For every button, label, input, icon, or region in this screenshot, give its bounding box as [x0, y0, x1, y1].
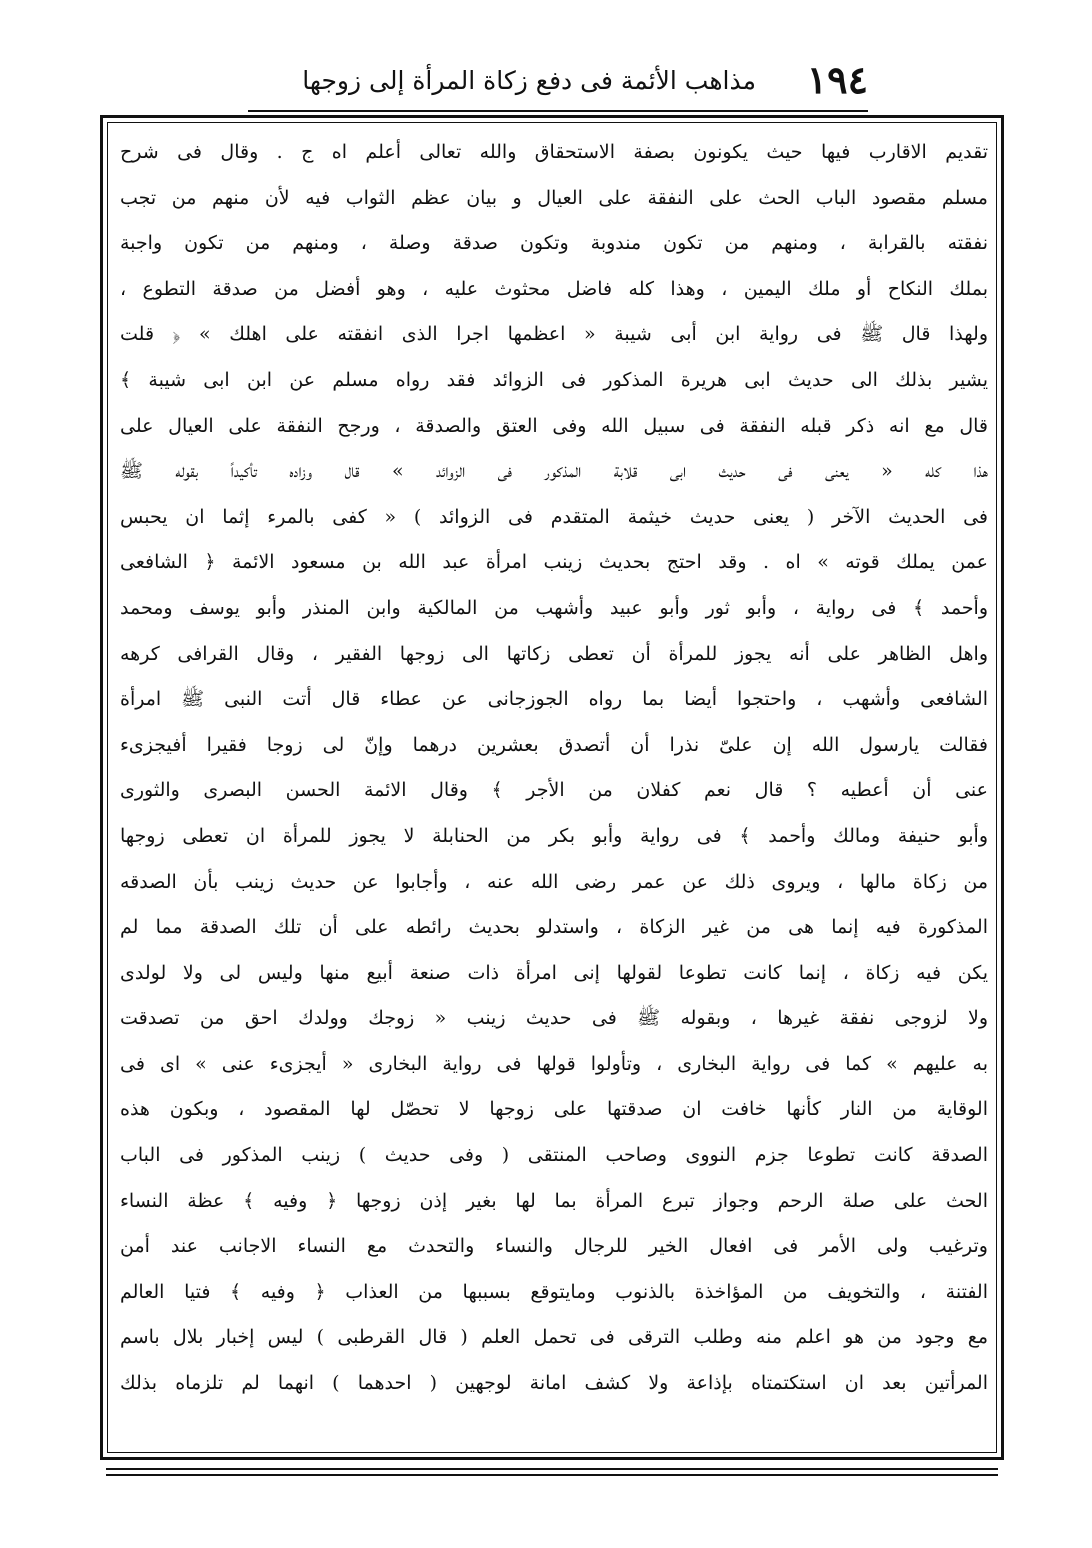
text-line: فقالت يارسول الله إن علىّ نذرا أن أتصدق بعشرين درهما وإنّ لى زوجا فقيرا أفيجزىء: [120, 733, 988, 756]
text-line: نفقته بالقرابة ، ومنهم من تكون مندوبة وتكون صدقة وصلة ، ومنهم من تكون واجبة: [120, 232, 988, 255]
text-line: مع وجود من هو اعلم منه وطلب الترقى فى تحمل العلم ( قال القرطبى ) ليس إخبار بلال باسم: [120, 1326, 988, 1349]
text-line: يشير بذلك الى حديث ابى هريرة المذكور فى الزوائد فقد رواه مسلم عن ابن ابى شيبة ﴾: [120, 368, 988, 391]
text-line: ولهذا قال ﷺ فى رواية ابن أبى شيبة « اعظمها اجرا الذى انفقته على اهلك » ﴿ قلت: [120, 323, 988, 346]
text-line: به عليهم » كما فى رواية البخارى ، وتأولوا قولها فى رواية البخارى « أيجزىء عنى » اى فى: [120, 1052, 988, 1075]
text-line: بملك النكاح أو ملك اليمين ، وهذا كله فاضل محثوث عليه ، وهو أفضل من صدقة التطوع ،: [120, 277, 988, 300]
text-line: مسلم مقصود الباب الحث على النفقة على العيال و بيان عظم الثواب فيه لأن منهم من تجب: [120, 186, 988, 209]
text-line: فى الحديث الآخر ( يعنى حديث خيثمة المتقدم فى الزوائد ) « كفى بالمرء إثما ان يحبس: [120, 505, 988, 528]
text-line: من زكاة مالها ، ويروى ذلك عن عمر رضى الله عنه ، وأجابوا عن حديث زينب بأن الصدقه: [120, 870, 988, 893]
header-rule: [248, 110, 868, 112]
text-line: الصدقة كانت تطوعا جزم النووى وصاحب المنتقى ( وفى حديث ) زينب المذكور فى الباب: [120, 1144, 988, 1167]
text-line: الفتنة ، والتخويف من المؤاخذة بالذنوب ومايتوقع بسببها من العذاب ﴿ وفيه ﴾ فتيا العالم: [120, 1280, 988, 1303]
running-title: مذاهب الأئمة فى دفع زكاة المرأة إلى زوجها: [302, 66, 756, 95]
text-line: يكن فيه زكاة ، إنما كانت تطوعا لقولها إنى امرأة ذات صنعة أبيع منها وليس لى ولا لولدى: [120, 961, 988, 984]
text-line: وأبو حنيفة ومالك وأحمد ﴾ فى رواية وأبو بكر من الحنابلة لا يجوز للمرأة ان تعطى زوجها: [120, 824, 988, 847]
text-line: وترغيب ولى الأمر فى افعال الخير للرجال والنساء والتحدث مع النساء الاجانب عند أمن: [120, 1235, 988, 1258]
text-line: عمن يملك قوته » اه . وقد احتج بحديث زينب امرأة عبد الله بن مسعود الائمة ﴿ الشافعى: [120, 551, 988, 574]
text-line: قال مع انه ذكر قبله النفقة فى سبيل الله وفى العتق والصدقة ، ورجح النفقة على العيال على: [120, 414, 988, 437]
text-line: الشافعى وأشهب ، واحتجوا أيضا بما رواه الجوزجانى عن عطاء قال أتت النبى ﷺ امرأة: [120, 688, 988, 711]
text-line: هذا كله « يعنى فى حديث ابى قلابة المذكور فى الزوائد » قال وزاده تأكيداً بقوله ﷺ: [120, 460, 988, 483]
text-line: ولا لزوجى نفقة غيرها ، وبقوله ﷺ فى حديث زينب « زوجك وولدك احق من تصدقت: [120, 1007, 988, 1030]
bottom-rule-bottom: [106, 1474, 998, 1476]
text-line: تقديم الاقارب فيها حيث يكونون بصفة الاستحقاق والله تعالى أعلم اه ج . وقال فى شرح: [120, 141, 988, 163]
text-line: واهل الظاهر على أنه يجوز للمرأة أن تعطى زكاتها الى زوجها الفقير ، وقال القرافى كرهه: [120, 642, 988, 665]
text-line: الحث على صلة الرحم وجواز تبرع المرأة بما لها بغير إذن زوجها ﴿ وفيه ﴾ عظة النساء: [120, 1189, 988, 1212]
bottom-rule-top: [106, 1468, 998, 1470]
text-line: الوقاية من النار كأنها خافت ان صدقتها على زوجها لا تحصّل لها المقصود ، وبكون هذه: [120, 1098, 988, 1121]
page-number: ١٩٤: [806, 57, 868, 102]
body-text: [120, 130, 988, 1407]
text-line: المرأتين بعد ان استكتمتاه بإذاعة ولا كشف امانة لوجهين ( احدهما ) انهما لم تلزماه بذلك: [120, 1372, 988, 1395]
text-line: وأحمد ﴾ فى رواية ، وأبو ثور وأبو عبيد وأشهب من المالكية وابن المنذر وأبو يوسف ومحمد: [120, 596, 988, 619]
text-line: المذكورة فيه إنما هى من غير الزكاة ، واستدلو بحديث رائطه على أن تلك الصدقة مما لم: [120, 916, 988, 939]
page-header: [248, 58, 868, 112]
text-line: عنى أن أعطيه ؟ قال نعم كفلان من الأجر ﴾ وقال الائمة الحسن البصرى والثورى: [120, 779, 988, 802]
